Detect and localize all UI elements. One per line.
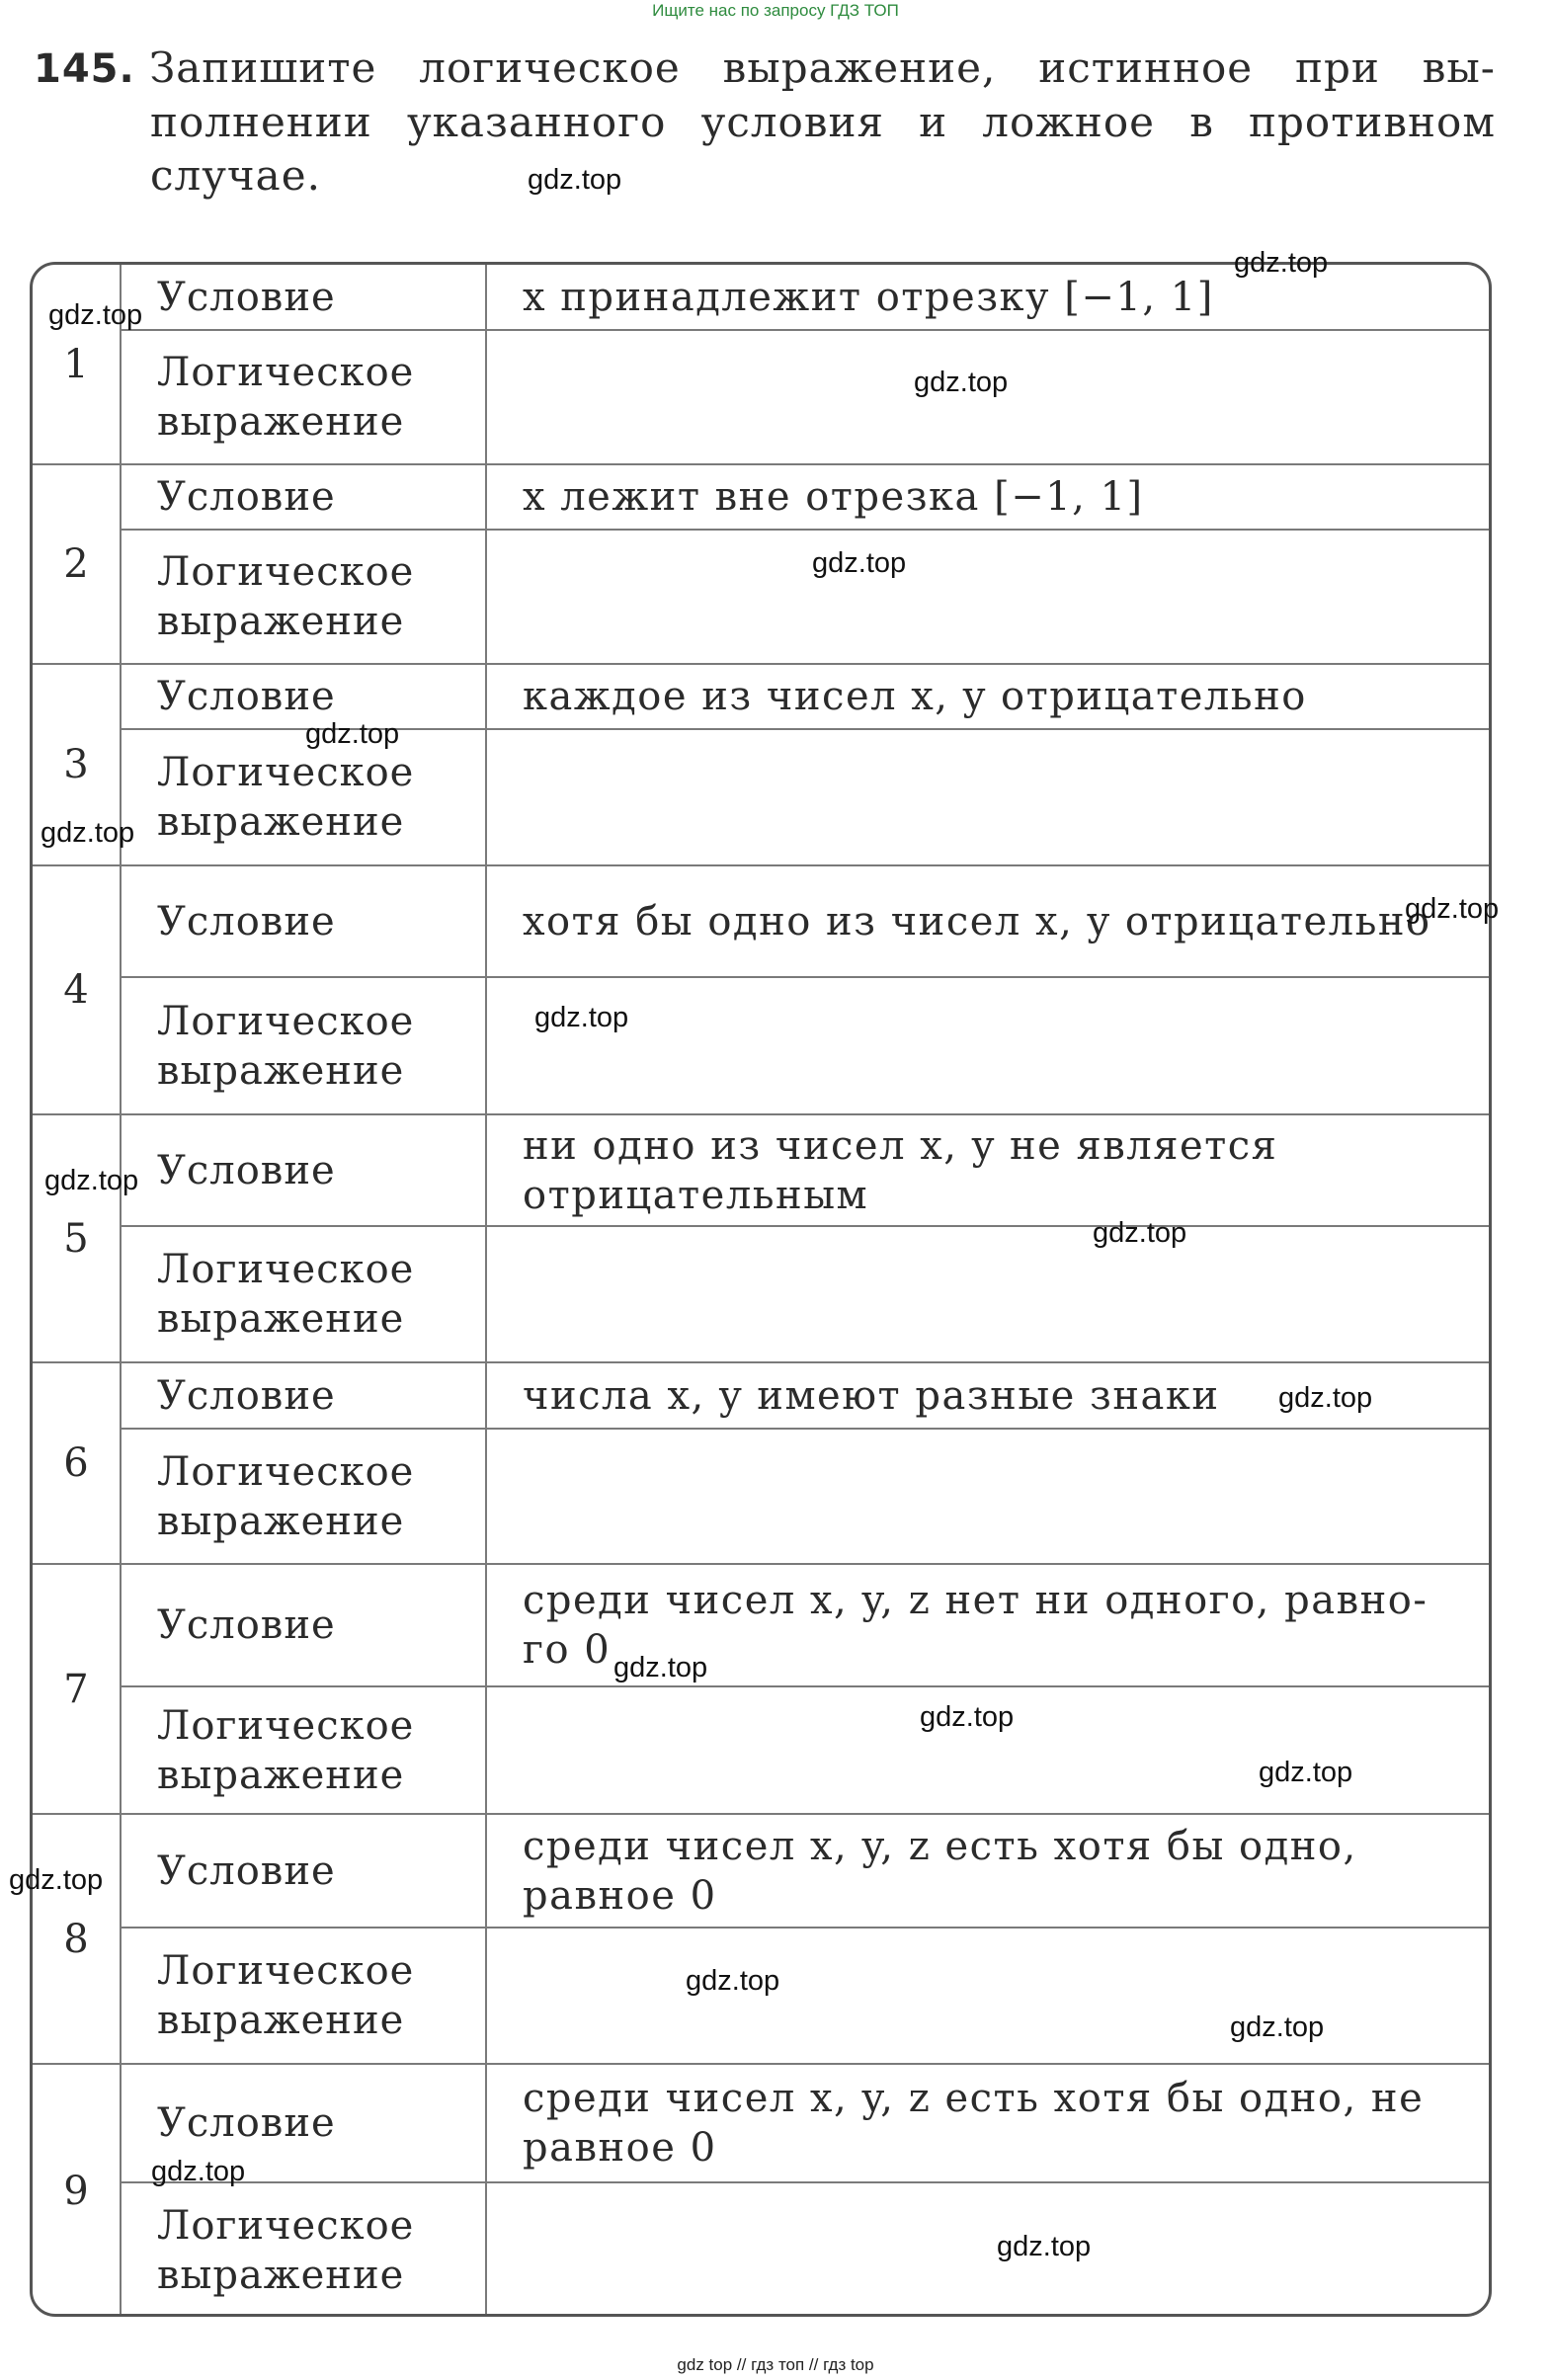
task-word: логическое (419, 43, 681, 92)
expression-answer-field[interactable] (486, 1226, 1489, 1362)
watermark: gdz.top (1093, 1217, 1187, 1249)
watermark: gdz.top (1234, 247, 1329, 279)
expression-label: Логическое выражение (121, 2182, 486, 2317)
task-line-1 (34, 41, 1496, 96)
row-number: 8 (33, 1814, 121, 2064)
row-number: 7 (33, 1564, 121, 1814)
task-line-2 (34, 96, 1496, 149)
task-word: указанного (406, 98, 667, 146)
watermark: gdz.top (914, 367, 1009, 398)
condition-label: Условие (121, 865, 486, 977)
condition-text: x лежит вне отрезка [−1, 1] (486, 464, 1489, 530)
task-word: и (919, 98, 948, 146)
condition-text: среди чисел x, y, z есть хотя бы одно, равное 0 (486, 1814, 1489, 1928)
watermark: gdz.top (1259, 1757, 1353, 1788)
condition-text: хотя бы одно из чисел x, y отрицательно (486, 865, 1489, 977)
watermark: gdz.top (1405, 893, 1500, 925)
condition-label: Условие (121, 1362, 486, 1429)
condition-label: Условие (121, 464, 486, 530)
watermark: gdz.top (997, 2231, 1092, 2262)
expression-label: Логическое выражение (121, 1226, 486, 1362)
condition-label: Условие (121, 1114, 486, 1226)
watermark: gdz.top (1278, 1382, 1373, 1414)
watermark: gdz.top (920, 1701, 1015, 1733)
row-number: 4 (33, 865, 121, 1114)
condition-text: среди чисел x, y, z нет ни одного, равно-го 0 (486, 1564, 1489, 1686)
top-banner: Ищите нас по запросу ГДЗ ТОП (652, 1, 899, 20)
task-line-3: случае. (150, 151, 321, 200)
watermark: gdz.top (613, 1652, 708, 1683)
task-word: в (1189, 98, 1214, 146)
conditions-table (30, 262, 1492, 2317)
row-number: 6 (33, 1362, 121, 1564)
watermark: gdz.top (151, 2156, 246, 2187)
row-number: 2 (33, 464, 121, 664)
expression-answer-field[interactable] (486, 977, 1489, 1114)
expression-answer-field[interactable] (486, 729, 1489, 865)
expression-answer-field[interactable] (486, 2182, 1489, 2317)
condition-label: Условие (121, 664, 486, 729)
watermark: gdz.top (534, 1002, 629, 1033)
task-word: при (1294, 43, 1380, 92)
watermark: gdz.top (48, 299, 143, 331)
footer: gdz top // гдз топ // гдз top (677, 2355, 874, 2374)
watermark: gdz.top (41, 817, 135, 849)
condition-text: среди чисел x, y, z есть хотя бы одно, не равное 0 (486, 2064, 1489, 2182)
watermark: gdz.top (1230, 2011, 1325, 2043)
expression-label: Логическое выражение (121, 729, 486, 865)
condition-text: x принадлежит отрезку [−1, 1] (486, 265, 1489, 330)
expression-answer-field[interactable] (486, 1429, 1489, 1564)
expression-answer-field[interactable] (486, 1928, 1489, 2064)
task-word: условия (700, 98, 884, 146)
task-number: 145. (34, 46, 135, 92)
watermark: gdz.top (9, 1864, 104, 1896)
task-word: противном (1249, 98, 1496, 146)
row-number: 1 (33, 265, 121, 464)
row-number: 9 (33, 2064, 121, 2317)
expression-label: Логическое выражение (121, 1429, 486, 1564)
task-statement (34, 41, 1496, 203)
expression-label: Логическое выражение (121, 330, 486, 464)
condition-label: Условие (121, 265, 486, 330)
condition-label: Условие (121, 1814, 486, 1928)
condition-text: числа x, y имеют разные знаки (486, 1362, 1489, 1429)
task-word: выражение, (722, 43, 997, 92)
task-word: истинное (1038, 43, 1254, 92)
expression-label: Логическое выражение (121, 1928, 486, 2064)
task-word: Запишите (149, 43, 377, 92)
row-number: 5 (33, 1114, 121, 1362)
watermark: gdz.top (686, 1965, 780, 1997)
condition-label: Условие (121, 1564, 486, 1686)
watermark: gdz.top (44, 1165, 139, 1196)
row-number: 3 (33, 664, 121, 865)
condition-label: Условие (121, 2064, 486, 2182)
expression-answer-field[interactable] (486, 530, 1489, 664)
task-word: ложное (982, 98, 1156, 146)
expression-label: Логическое выражение (121, 1686, 486, 1814)
watermark: gdz.top (812, 547, 907, 579)
expression-label: Логическое выражение (121, 977, 486, 1114)
condition-text: ни одно из чисел x, y не является отрицательным (486, 1114, 1489, 1226)
watermark: gdz.top (528, 164, 622, 196)
expression-label: Логическое выражение (121, 530, 486, 664)
watermark: gdz.top (305, 718, 400, 750)
task-word: полнении (150, 98, 372, 146)
task-word: вы- (1422, 43, 1496, 92)
condition-text: каждое из чисел x, y отрицательно (486, 664, 1489, 729)
